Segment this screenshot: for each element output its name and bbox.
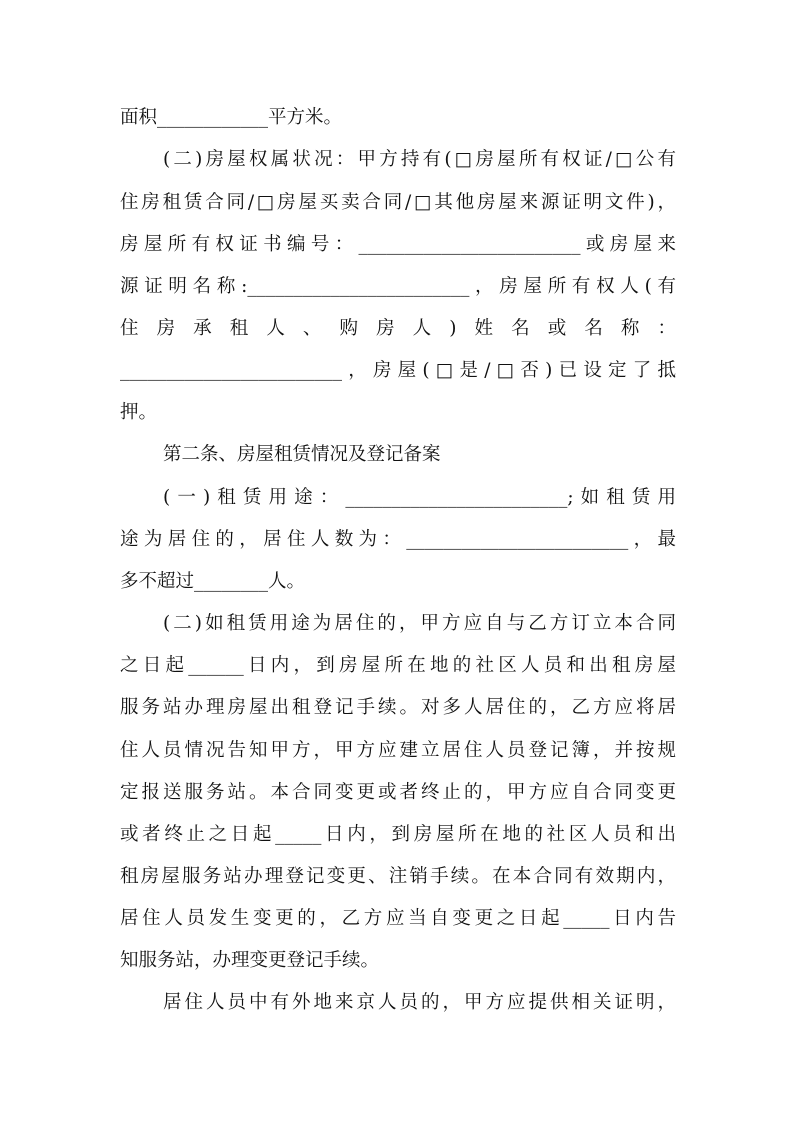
text-line-area: 面积____________平方米。 xyxy=(120,107,343,128)
text-line-registration-8: 居住人员发生变更的，乙方应当自变更之日起_____日内告 xyxy=(120,908,676,929)
text-line-registration-3: 服务站办理房屋出租登记手续。对多人居住的，乙方应将居 xyxy=(120,697,676,718)
text-line-mortgage: ________________________，房屋(□是/□否)已设定了抵 xyxy=(120,360,676,381)
text-line-non-local-residents: 居住人员中有外地来京人员的，甲方应提供相关证明， xyxy=(163,992,676,1013)
text-line-registration-1: (二)如租赁用途为居住的，甲方应自与乙方订立本合同 xyxy=(163,613,676,634)
text-line-residents-count: 途为居住的，居住人数为：________________________，最 xyxy=(120,529,676,550)
text-line-registration-7: 租房屋服务站办理登记变更、注销手续。在本合同有效期内， xyxy=(120,866,676,887)
text-line-registration-5: 定报送服务站。本合同变更或者终止的，甲方应自合同变更 xyxy=(120,782,676,803)
text-line-certificate-number: 房屋所有权证书编号：________________________或房屋来 xyxy=(120,234,676,255)
text-line-registration-2: 之日起______日内，到房屋所在地的社区人员和出租房屋 xyxy=(120,655,676,676)
text-line-owner-name: 住房承租人、购房人)姓名或名称： xyxy=(120,318,676,339)
text-line-ownership-status: (二)房屋权属状况：甲方持有(□房屋所有权证/□公有 xyxy=(163,149,676,170)
text-line-ownership-docs: 住房租赁合同/□房屋买卖合同/□其他房屋来源证明文件)， xyxy=(120,192,676,213)
text-line-lease-purpose: (一)租赁用途：________________________;如租赁用 xyxy=(163,487,676,508)
text-line-registration-9: 知服务站，办理变更登记手续。 xyxy=(120,950,380,971)
text-line-mortgage-end: 押。 xyxy=(120,402,158,423)
text-line-max-residents: 多不超过________人。 xyxy=(120,571,306,592)
text-line-registration-4: 住人员情况告知甲方，甲方应建立居住人员登记簿，并按规 xyxy=(120,740,676,761)
text-line-source-proof: 源证明名称:________________________，房屋所有权人(有 xyxy=(120,276,676,297)
section-heading-article-2: 第二条、房屋租赁情况及登记备案 xyxy=(163,444,441,465)
text-line-registration-6: 或者终止之日起_____日内，到房屋所在地的社区人员和出 xyxy=(120,824,676,845)
